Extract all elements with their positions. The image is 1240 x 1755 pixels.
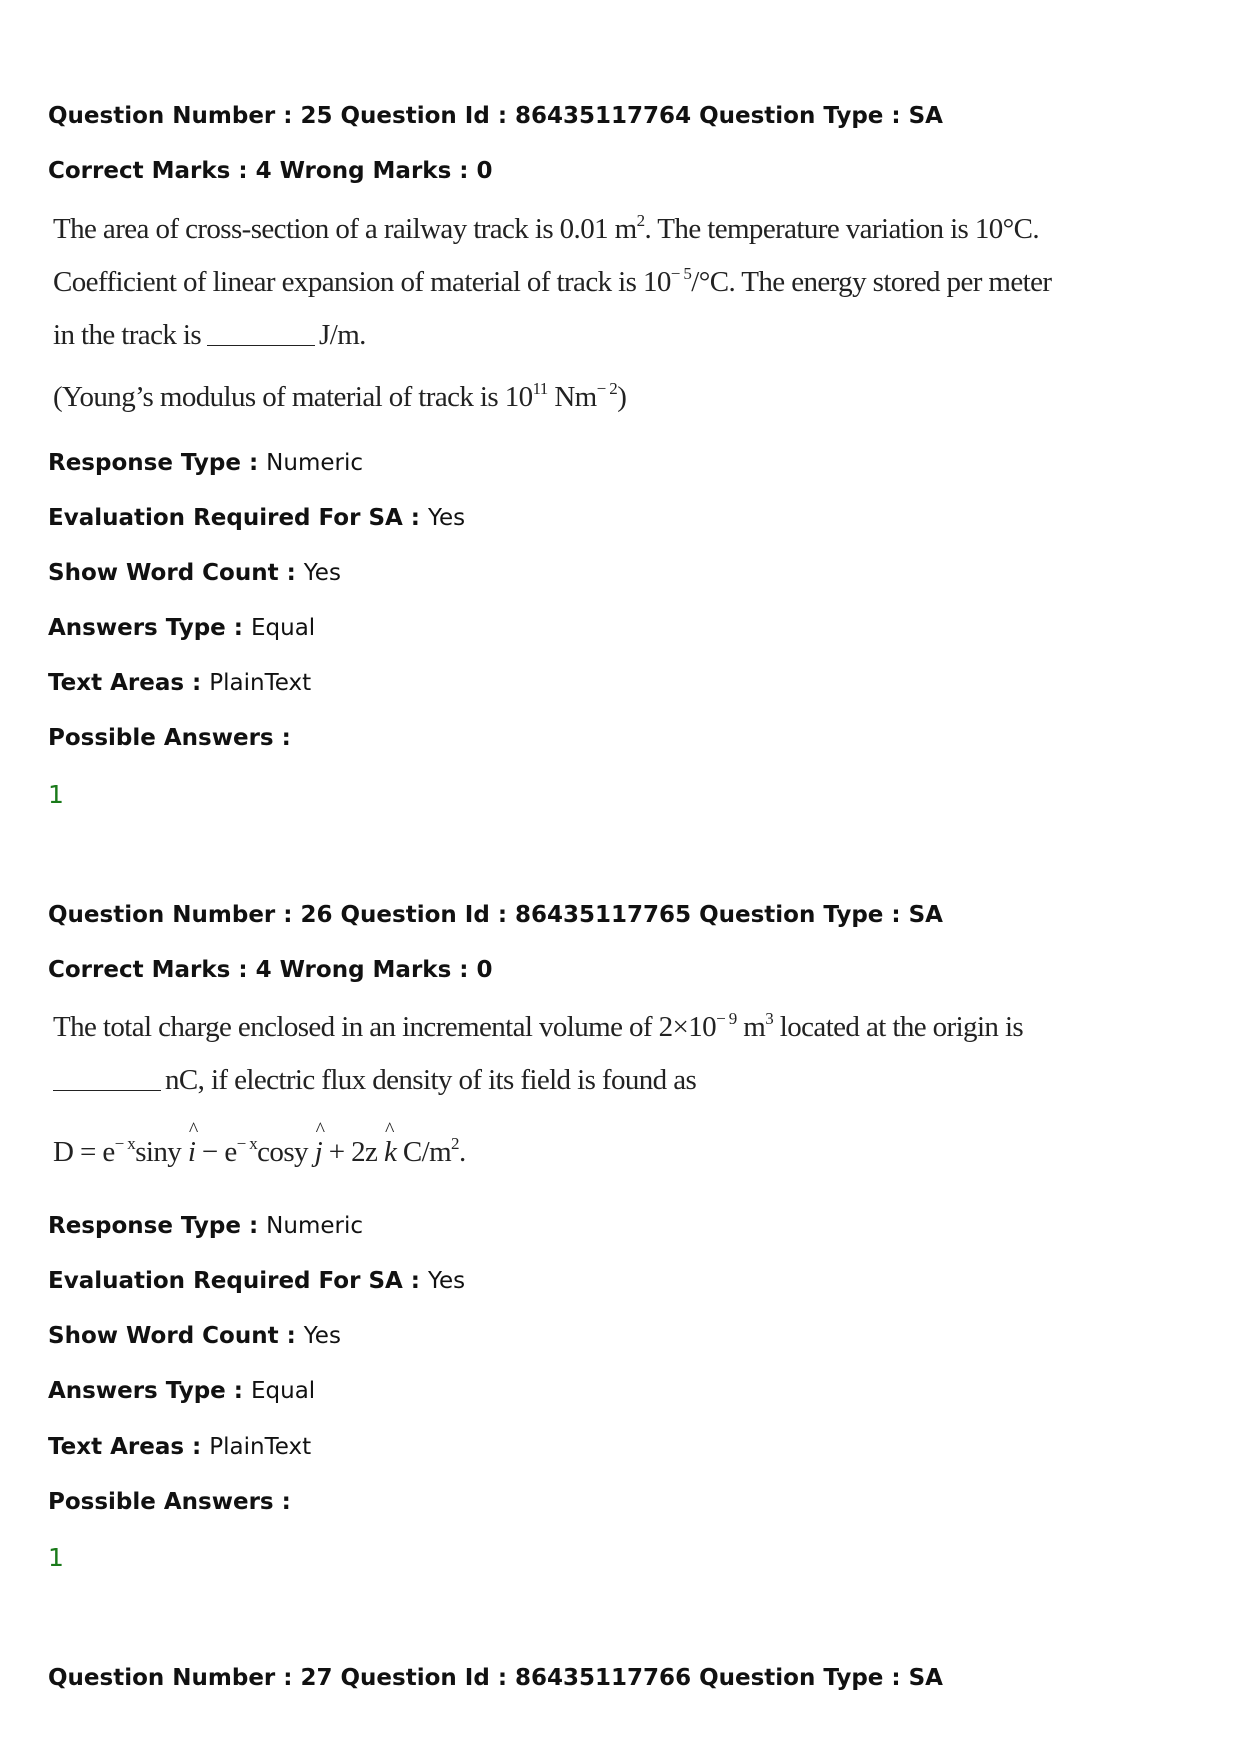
show-word-count-field (48, 558, 341, 588)
equation-segment: . (458, 1136, 466, 1168)
superscript: − 9 (716, 1009, 737, 1028)
question-text-line-1 (53, 212, 1039, 246)
question-text-segment: in the track is (53, 319, 202, 351)
superscript: 3 (765, 1009, 774, 1028)
question-header (48, 1663, 943, 1693)
superscript: − x (114, 1134, 136, 1153)
marks-line (48, 955, 493, 985)
question-text-line-3 (53, 318, 366, 352)
superscript: 2 (451, 1134, 459, 1153)
superscript: − x (236, 1134, 258, 1153)
evaluation-required-field (48, 503, 465, 533)
field-label: Answers Type : (48, 615, 251, 641)
correct-marks-value: 4 (255, 158, 272, 184)
question-text-segment: (Young’s modulus of material of track is 10 (53, 381, 533, 413)
superscript: 11 (532, 379, 548, 398)
answers-type-field (48, 613, 315, 643)
possible-answers-field (48, 1487, 291, 1517)
field-label: Show Word Count : (48, 560, 304, 586)
question-type-value: SA (908, 902, 943, 928)
unit-vector-j (314, 1119, 325, 1169)
equation-segment: + 2z (322, 1136, 384, 1168)
field-value: Equal (250, 1378, 316, 1404)
possible-answer-value: 1 (48, 1543, 64, 1572)
unit-vector-letter: j (314, 1136, 323, 1168)
question-type-label: Question Type : (691, 1665, 909, 1691)
equation-segment: − e (195, 1136, 237, 1168)
question-type-label: Question Type : (691, 902, 909, 928)
field-value: Numeric (266, 450, 364, 476)
question-number-value: 25 (300, 103, 333, 129)
field-value: Yes (428, 505, 466, 531)
wrong-marks-value: 0 (476, 158, 493, 184)
wrong-marks-label: Wrong Marks : (271, 158, 477, 184)
question-id-value: 86435117765 (515, 902, 692, 928)
text-areas-field (48, 1432, 311, 1462)
question-id-label: Question Id : (332, 1665, 516, 1691)
question-header (48, 900, 943, 930)
field-label: Text Areas : (48, 1434, 210, 1460)
question-number-label: Question Number : (48, 902, 301, 928)
marks-line (48, 156, 493, 186)
field-label: Evaluation Required For SA : (48, 1268, 429, 1294)
field-label: Response Type : (48, 450, 267, 476)
unit-vector-k (383, 1119, 397, 1169)
question-text-segment: J/m. (319, 319, 366, 351)
question-text-segment: Nm (547, 381, 597, 413)
question-id-label: Question Id : (332, 902, 516, 928)
question-type-value: SA (908, 1665, 943, 1691)
equation-segment: siny (135, 1136, 188, 1168)
field-label: Answers Type : (48, 1378, 251, 1404)
question-text-segment: ) (617, 381, 627, 413)
evaluation-required-field (48, 1266, 465, 1296)
equation-segment: cosy (257, 1136, 315, 1168)
field-label: Show Word Count : (48, 1323, 304, 1349)
field-label: Possible Answers : (48, 1489, 291, 1515)
field-label: Possible Answers : (48, 725, 291, 751)
question-text-segment: The total charge enclosed in an incremental volume of 2×10 (53, 1011, 717, 1043)
field-value: PlainText (209, 670, 312, 696)
question-text-line-2 (53, 265, 1051, 299)
correct-marks-value: 4 (255, 957, 272, 983)
superscript: − 5 (670, 264, 692, 283)
field-value: Numeric (266, 1213, 364, 1239)
flux-density-equation (53, 1119, 466, 1169)
question-header (48, 101, 943, 131)
field-label: Evaluation Required For SA : (48, 505, 429, 531)
response-type-field (48, 1211, 363, 1241)
hat-symbol: ^ (188, 1119, 198, 1141)
question-type-value: SA (908, 103, 943, 129)
question-text-segment: Coefficient of linear expansion of material of track is 10 (53, 266, 671, 298)
unit-vector-letter: i (187, 1136, 196, 1168)
question-number-label: Question Number : (48, 1665, 301, 1691)
question-text-segment: nC, if electric flux density of its field is found as (165, 1064, 697, 1096)
unit-vector-letter: k (383, 1136, 397, 1168)
question-text-segment: located at the origin is (773, 1011, 1024, 1043)
wrong-marks-value: 0 (476, 957, 493, 983)
equation-segment: D = e (53, 1136, 115, 1168)
possible-answers-field (48, 723, 291, 753)
answer-blank (53, 1068, 161, 1091)
question-id-value: 86435117766 (515, 1665, 692, 1691)
question-id-value: 86435117764 (515, 103, 692, 129)
hat-symbol: ^ (384, 1119, 394, 1141)
equation-segment: C/m (396, 1136, 452, 1168)
field-label: Response Type : (48, 1213, 267, 1239)
field-label: Text Areas : (48, 670, 210, 696)
question-text-line-1 (53, 1010, 1023, 1044)
response-type-field (48, 448, 363, 478)
correct-marks-label: Correct Marks : (48, 158, 256, 184)
field-value: Equal (250, 615, 316, 641)
text-areas-field (48, 668, 311, 698)
superscript: 2 (636, 211, 645, 230)
question-id-label: Question Id : (332, 103, 516, 129)
question-number-value: 27 (300, 1665, 333, 1691)
question-text-segment: The area of cross-section of a railway track is 0.01 m (53, 213, 637, 245)
question-type-label: Question Type : (691, 103, 909, 129)
question-text-line-2 (53, 1063, 696, 1097)
hat-symbol: ^ (315, 1119, 325, 1141)
question-text-segment: /°C. The energy stored per meter (691, 266, 1052, 298)
field-value: Yes (303, 560, 341, 586)
possible-answer-value: 1 (48, 780, 64, 809)
question-number-label: Question Number : (48, 103, 301, 129)
field-value: Yes (303, 1323, 341, 1349)
question-text-segment: . The temperature variation is 10°C. (644, 213, 1040, 245)
superscript: − 2 (596, 379, 618, 398)
correct-marks-label: Correct Marks : (48, 957, 256, 983)
field-value: PlainText (209, 1434, 312, 1460)
question-text-segment: m (736, 1011, 766, 1043)
answers-type-field (48, 1376, 315, 1406)
question-text-line-4 (53, 380, 626, 414)
unit-vector-i (187, 1119, 198, 1169)
answer-blank (207, 323, 315, 346)
wrong-marks-label: Wrong Marks : (271, 957, 477, 983)
field-value: Yes (428, 1268, 466, 1294)
show-word-count-field (48, 1321, 341, 1351)
question-number-value: 26 (300, 902, 333, 928)
